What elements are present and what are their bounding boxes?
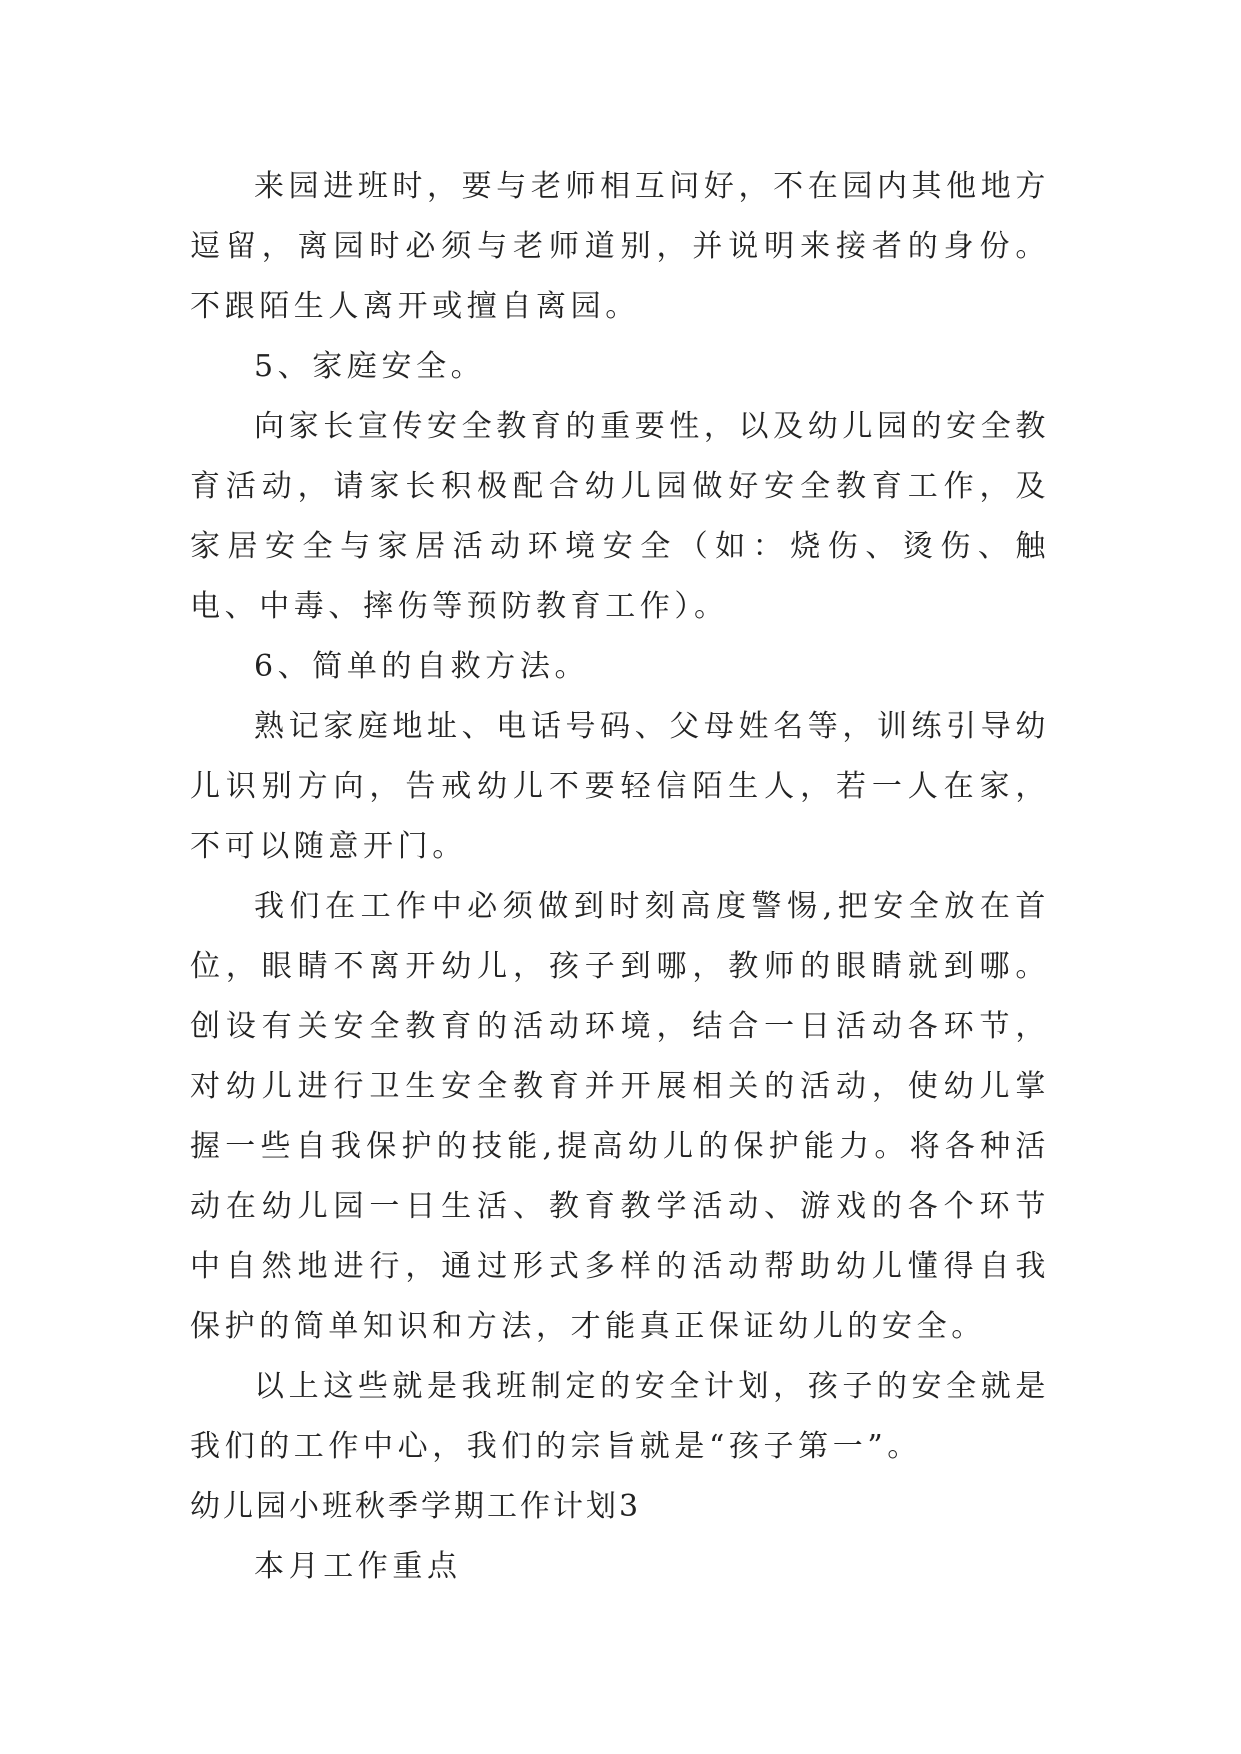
paragraph-vigilance: 我们在工作中必须做到时刻高度警惕,把安全放在首位，眼睛不离开幼儿，孩子到哪，教师的眼睛就到哪。创设有关安全教育的活动环境，结合一日活动各环节，对幼儿进行卫生安全教育并开展相关的活动，使幼儿掌握一些自我保护的技能,提高幼儿的保护能力。将各种活动在幼儿园一日生活、教育教学活动、游戏的各个环节中自然地进行，通过形式多样的活动帮助幼儿懂得自我保护的简单知识和方法，才能真正保证幼儿的安全。 [190, 889, 1050, 1344]
document-body [190, 157, 1050, 1597]
paragraph-arrival-departure: 来园进班时，要与老师相互问好，不在园内其他地方逗留，离园时必须与老师道别，并说明来接者的身份。不跟陌生人离开或擅自离园。 [190, 169, 1050, 324]
paragraph-parent-education: 向家长宣传安全教育的重要性，以及幼儿园的安全教育活动，请家长积极配合幼儿园做好安全教育工作，及家居安全与家居活动环境安全（如：烧伤、烫伤、触电、中毒、摔伤等预防教育工作）。 [190, 409, 1050, 624]
paragraph-self-rescue-methods: 熟记家庭地址、电话号码、父母姓名等，训练引导幼儿识别方向，告戒幼儿不要轻信陌生人，若一人在家，不可以随意开门。 [190, 709, 1050, 864]
paragraph-monthly-focus: 本月工作重点 [254, 1549, 462, 1584]
item-5-family-safety: 5、家庭安全。 [254, 349, 486, 384]
section-heading: 幼儿园小班秋季学期工作计划3 [190, 1489, 642, 1524]
paragraph-conclusion: 以上这些就是我班制定的安全计划，孩子的安全就是我们的工作中心，我们的宗旨就是“孩子第一”。 [190, 1369, 1050, 1464]
item-6-self-rescue: 6、简单的自救方法。 [254, 649, 590, 684]
